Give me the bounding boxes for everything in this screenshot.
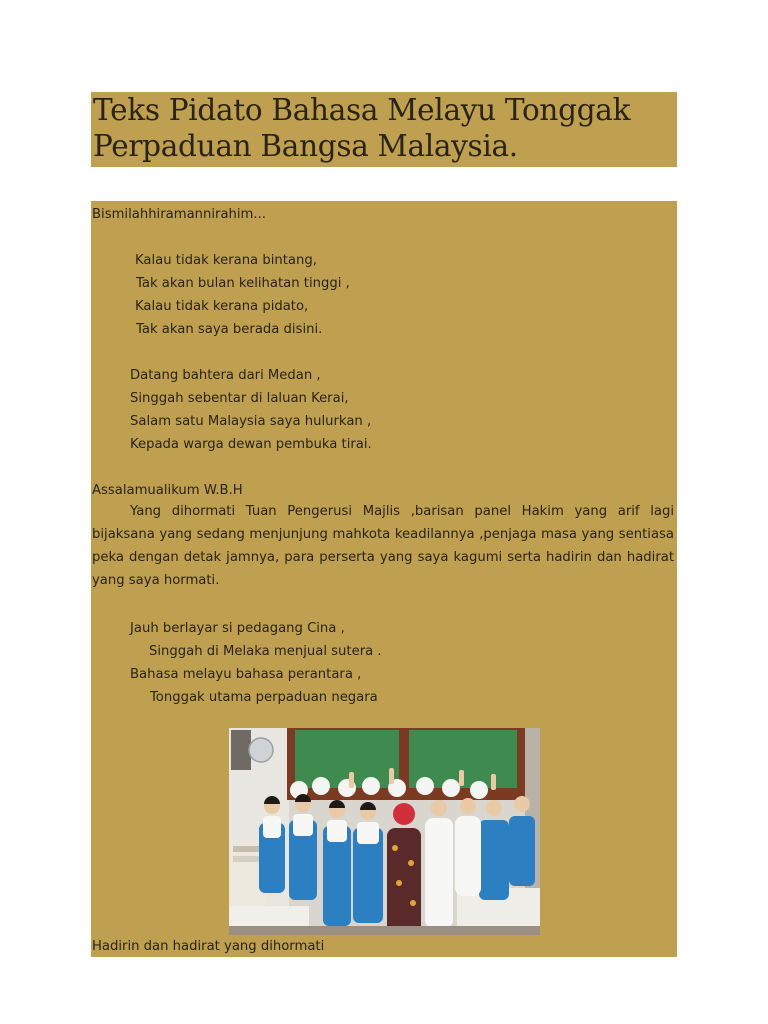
pantun-3-line-2: Singgah di Melaka menjual sutera .: [149, 644, 382, 659]
document-title: Teks Pidato Bahasa Melayu Tonggak Perpaduan Bangsa Malaysia.: [93, 93, 631, 163]
closing-line: Hadirin dan hadirat yang dihormati: [92, 939, 325, 954]
pantun-2-line-1: Datang bahtera dari Medan ,: [130, 368, 321, 383]
pantun-1-line-4: Tak akan saya berada disini.: [136, 322, 323, 337]
title-box: [91, 92, 677, 167]
opening-line: Bismilahhiramannirahim...: [92, 207, 266, 222]
pantun-2-line-2: Singgah sebentar di laluan Kerai,: [130, 391, 349, 406]
pantun-1-line-2: Tak akan bulan kelihatan tinggi ,: [136, 276, 350, 291]
pantun-1-line-3: Kalau tidak kerana pidato,: [135, 299, 309, 314]
pantun-1-line-1: Kalau tidak kerana bintang,: [135, 253, 317, 268]
opening-paragraph: Yang dihormati Tuan Pengerusi Majlis ,barisan panel Hakim yang arif lagi bijaksana yang sedang menjunjung mahkota keadilannya ,penjaga masa yang sentiasa peka dengan detak jamnya, para perserta yang saya kagumi serta hadirin dan hadirat yang saya hormati.: [92, 504, 674, 588]
pantun-3-line-1: Jauh berlayar si pedagang Cina ,: [130, 621, 345, 636]
pantun-2-line-3: Salam satu Malaysia saya hulurkan ,: [130, 414, 372, 429]
speech-body: [91, 201, 677, 957]
pantun-3-line-3: Bahasa melayu bahasa perantara ,: [130, 667, 362, 682]
pantun-2-line-4: Kepada warga dewan pembuka tirai.: [130, 437, 372, 452]
group-photo: [229, 728, 540, 935]
pantun-3-line-4: Tonggak utama perpaduan negara: [150, 690, 378, 705]
greeting-line: Assalamualikum W.B.H: [92, 483, 243, 498]
